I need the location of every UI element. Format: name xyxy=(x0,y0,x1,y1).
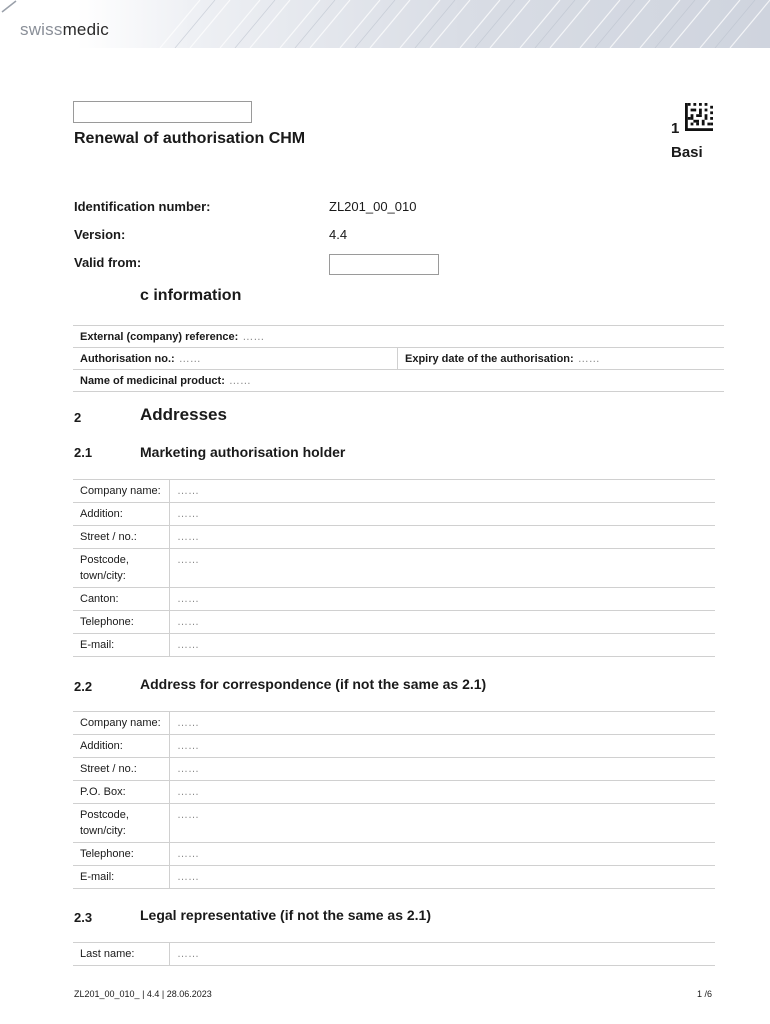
section-2-2-title: Address for correspondence (if not the same as 2.1) xyxy=(140,676,487,692)
top-input-box[interactable] xyxy=(73,101,252,123)
section-2-3-number: 2.3 xyxy=(74,910,93,925)
addition-label: Addition: xyxy=(73,735,170,758)
correspondence-address-table xyxy=(73,711,715,889)
table-row xyxy=(73,611,715,634)
canton-value[interactable]: …… xyxy=(170,588,716,611)
addition-label: Addition: xyxy=(73,503,170,526)
table-row xyxy=(73,549,715,588)
logo-part-medic: medic xyxy=(62,20,109,39)
header-pattern xyxy=(0,0,770,48)
version-value: 4.4 xyxy=(329,227,348,242)
section-1-title: c information xyxy=(140,287,242,304)
telephone-value[interactable]: …… xyxy=(170,611,716,634)
last-name-label: Last name: xyxy=(73,943,170,966)
table-row xyxy=(73,712,715,735)
product-name-label: Name of medicinal product: xyxy=(80,374,225,387)
po-box-label: P.O. Box: xyxy=(73,781,170,804)
version-label: Version: xyxy=(74,227,126,242)
section-2-number: 2 xyxy=(74,410,82,425)
document-title: Renewal of authorisation CHM xyxy=(74,130,306,147)
postcode-value[interactable]: …… xyxy=(170,549,716,588)
section-2-1-title: Marketing authorisation holder xyxy=(140,444,346,460)
authorisation-number-label: Authorisation no.: xyxy=(80,352,175,365)
telephone-label: Telephone: xyxy=(73,611,170,634)
email-value[interactable]: …… xyxy=(170,866,716,889)
header-band xyxy=(0,0,770,48)
company-name-label: Company name: xyxy=(73,712,170,735)
postcode-value[interactable]: …… xyxy=(170,804,716,843)
product-name-value: …… xyxy=(228,374,251,387)
email-value[interactable]: …… xyxy=(170,634,716,657)
canton-label: Canton: xyxy=(73,588,170,611)
authorisation-number-value: …… xyxy=(178,352,201,365)
company-name-value[interactable]: …… xyxy=(170,480,716,503)
table-row xyxy=(73,843,715,866)
basic-information-table xyxy=(73,325,724,392)
section-2-1-number: 2.1 xyxy=(74,445,93,460)
table-row xyxy=(73,326,724,348)
identification-number-value: ZL201_00_010 xyxy=(329,199,417,214)
authorisation-number-cell[interactable] xyxy=(73,348,398,370)
code-word: Basi xyxy=(671,144,703,161)
product-name-cell[interactable] xyxy=(73,370,724,392)
street-label: Street / no.: xyxy=(73,526,170,549)
postcode-label: Postcode, town/city: xyxy=(73,549,170,588)
table-row xyxy=(73,370,724,392)
table-row xyxy=(73,804,715,843)
table-row xyxy=(73,735,715,758)
street-label: Street / no.: xyxy=(73,758,170,781)
code-number: 1 xyxy=(671,120,680,137)
table-row xyxy=(73,781,715,804)
email-label: E-mail: xyxy=(73,634,170,657)
telephone-value[interactable]: …… xyxy=(170,843,716,866)
logo-part-swiss: swiss xyxy=(20,20,63,39)
external-reference-label: External (company) reference: xyxy=(80,330,239,343)
table-row xyxy=(73,348,724,370)
external-reference-value: …… xyxy=(242,330,265,343)
street-value[interactable]: …… xyxy=(170,758,716,781)
swissmedic-logo xyxy=(20,20,109,40)
logo-swoosh-icon xyxy=(0,0,20,14)
datamatrix-code-icon xyxy=(684,103,714,131)
email-label: E-mail: xyxy=(73,866,170,889)
expiry-date-cell[interactable] xyxy=(398,348,725,370)
expiry-date-value: …… xyxy=(577,352,600,365)
footer-document-info: ZL201_00_010_ | 4.4 | 28.06.2023 xyxy=(74,989,212,999)
telephone-label: Telephone: xyxy=(73,843,170,866)
marketing-authorisation-holder-table xyxy=(73,479,715,657)
section-2-2-number: 2.2 xyxy=(74,679,93,694)
external-reference-cell[interactable] xyxy=(73,326,724,348)
table-row xyxy=(73,526,715,549)
table-row xyxy=(73,503,715,526)
table-row xyxy=(73,866,715,889)
po-box-value[interactable]: …… xyxy=(170,781,716,804)
table-row xyxy=(73,943,715,966)
table-row xyxy=(73,634,715,657)
table-row xyxy=(73,588,715,611)
company-name-value[interactable]: …… xyxy=(170,712,716,735)
last-name-value[interactable]: …… xyxy=(170,943,716,966)
section-2-title: Addresses xyxy=(140,405,227,424)
postcode-label: Postcode, town/city: xyxy=(73,804,170,843)
table-row xyxy=(73,758,715,781)
valid-from-label: Valid from: xyxy=(74,255,142,270)
table-row xyxy=(73,480,715,503)
expiry-date-label: Expiry date of the authorisation: xyxy=(405,352,574,365)
legal-representative-table xyxy=(73,942,715,966)
addition-value[interactable]: …… xyxy=(170,735,716,758)
street-value[interactable]: …… xyxy=(170,526,716,549)
company-name-label: Company name: xyxy=(73,480,170,503)
addition-value[interactable]: …… xyxy=(170,503,716,526)
valid-from-input[interactable] xyxy=(329,254,439,275)
identification-number-label: Identification number: xyxy=(74,199,211,214)
section-2-3-title: Legal representative (if not the same as 2.1) xyxy=(140,907,431,923)
footer-page-number: 1 /6 xyxy=(697,989,713,999)
